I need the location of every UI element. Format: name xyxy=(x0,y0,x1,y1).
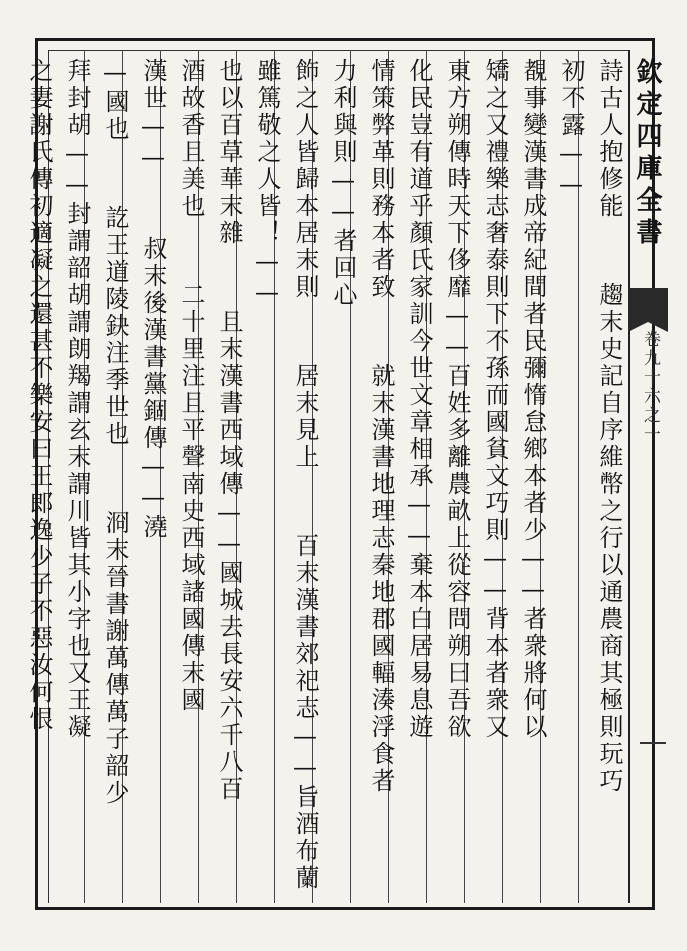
text-column: 酒故香且美也 二十里注且平聲南史西域諸國傳末國 xyxy=(177,58,205,714)
fish-tail-mark xyxy=(628,288,668,322)
text-column: 矯之又禮樂志奢泰則下不孫而國貧文巧則——背本者衆又 xyxy=(481,58,509,741)
text-column: 雖篤敬之人皆！—— xyxy=(253,58,281,309)
text-column: 飾之人皆歸本居末則 居末見上 百末漢書郊祀志——旨酒布蘭 xyxy=(291,58,319,892)
page-number xyxy=(640,742,666,744)
text-column: 東方朔傳時天下侈靡——百姓多離農畝上從容問朔曰吾欲 xyxy=(443,58,471,741)
text-column: 化民豈有道乎顏氏家訓今世文章相承——棄本白居易息遊 xyxy=(405,58,433,741)
text-column: 也以百草華末雜 且末漢書西域傳——國城去長安六千八百 xyxy=(215,58,243,803)
text-column: 詩古人抱修能 趨末史記自序維幣之行以通農商其極則玩巧 xyxy=(595,58,623,795)
book-title: 欽定四庫全書 xyxy=(632,58,662,250)
text-column: 力利與則——者回心 xyxy=(329,58,357,309)
text-column: —國也 訖王道陵鈌注季世也 浻末晉書謝萬傳萬子韶少 xyxy=(101,58,129,807)
text-column: 漢世—— 叔末後漢書黨錮傳——澆 xyxy=(139,58,167,541)
section-label: 卷九十六之一 xyxy=(640,330,660,444)
text-column: 覩事變漢書成帝紀間者民彌惰怠鄉本者少——者衆將何以 xyxy=(519,58,547,741)
text-column: 初不露—— xyxy=(557,58,585,201)
text-column: 情策弊革則務本者致 就末漢書地理志秦地郡國輻湊浮食者 xyxy=(367,58,395,795)
text-column: 拜封胡——封謂韶胡謂朗羯謂玄末謂川皆其小字也又王凝 xyxy=(63,58,91,741)
text-column: 之妻謝氏傳初適凝之還甚不樂安曰王郎逸少子不惡汝何恨 xyxy=(25,58,53,733)
